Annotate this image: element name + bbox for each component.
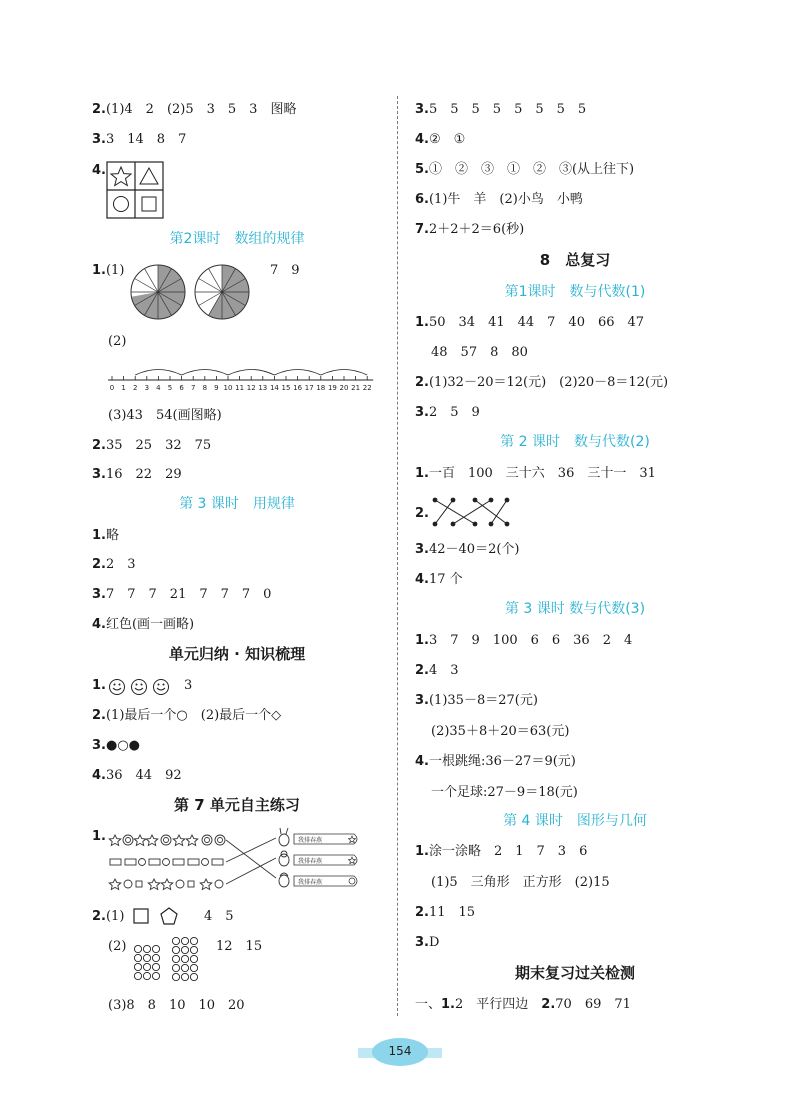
number-line-tick-label: 0: [109, 384, 115, 392]
unit-summary-heading: 单元归纳 · 知识梳理: [168, 645, 306, 663]
answer-line: 1.涂一涂略 2 1 7 3 6: [415, 844, 588, 859]
number-line-tick-label: 2: [132, 384, 138, 392]
number-line-tick-label: 20: [339, 384, 349, 392]
answer-line: 1.略: [92, 528, 119, 543]
answer-line: 4.一根跳绳:36－27＝9(元): [415, 754, 576, 769]
shape-grid-figure: [106, 161, 164, 219]
number-line-tick-label: 18: [316, 384, 326, 392]
array-circle: [172, 964, 179, 971]
jump-arc: [321, 370, 367, 376]
array-circle: [143, 945, 150, 952]
array-circle: [152, 972, 159, 979]
answer-line: (2)35＋8＋20＝63(元): [431, 724, 570, 739]
array-circle: [134, 972, 141, 979]
square-pentagon-figure: [132, 905, 182, 927]
array-circle: [143, 972, 150, 979]
answer-line: 3.●○●: [92, 738, 141, 753]
answer-line: 2.: [415, 506, 429, 521]
array-circle: [190, 955, 197, 962]
number-line-tick-label: 17: [304, 384, 314, 392]
array-circle: [181, 964, 188, 971]
array-circle: [172, 937, 179, 944]
array-circle: [190, 973, 197, 980]
section-title: 第 3 课时 数与代数(3): [504, 601, 646, 617]
answer-line: 3.D: [415, 935, 440, 950]
section-title: 第 3 课时 用规律: [179, 496, 295, 512]
answer-line: 2.(1): [92, 909, 125, 924]
answer-line: 4.17 个: [415, 572, 463, 587]
tag-label: 我排春燕: [298, 879, 323, 886]
answer-line: 1.(1): [92, 263, 125, 278]
section-title: 第1课时 数与代数(1): [504, 284, 646, 300]
number-line-tick-label: 1: [121, 384, 126, 392]
answer-line: (3)8 8 10 10 20: [108, 998, 245, 1013]
answer-values: 7 9: [270, 263, 300, 278]
answer-line: 1.一百 100 三十六 36 三十一 31: [415, 466, 656, 481]
section-title: 第 2 课时 数与代数(2): [500, 434, 650, 450]
array-circle: [190, 964, 197, 971]
array-circle: [143, 954, 150, 961]
answer-line: 2.11 15: [415, 905, 476, 920]
smiley-faces-figure: [108, 677, 174, 697]
answer-line: 5.① ② ③ ① ② ③(从上往下): [415, 162, 635, 177]
final-review-heading: 期末复习过关检测: [514, 964, 635, 982]
number-line-tick-label: 3: [144, 384, 150, 392]
tag-label: 我排春燕: [298, 837, 323, 844]
jump-arc: [274, 370, 320, 376]
array-circle: [172, 973, 179, 980]
answer-line: 3.7 7 7 21 7 7 7 0: [92, 587, 272, 602]
answer-line: 1.: [92, 678, 106, 693]
array-circle: [134, 945, 141, 952]
answer-line: 2.4 3: [415, 663, 459, 678]
number-line-tick-label: 22: [362, 384, 372, 392]
answer-line: 3.2 5 9: [415, 405, 480, 420]
number-line-tick-label: 14: [269, 384, 279, 392]
array-circle: [190, 937, 197, 944]
number-line-tick-label: 13: [258, 384, 268, 392]
array-circle: [152, 963, 159, 970]
matching-lines-figure: [429, 494, 515, 530]
answer-line: (2): [108, 334, 127, 349]
answer-line: (2): [108, 939, 127, 954]
chapter-heading: 8 总复习: [539, 251, 611, 269]
number-line-tick-label: 11: [235, 384, 245, 392]
section-title: 第 4 课时 图形与几何: [503, 813, 647, 829]
number-line-tick-label: 9: [214, 384, 219, 392]
number-line-tick-label: 16: [293, 384, 303, 392]
answer-line: 3.5 5 5 5 5 5 5 5: [415, 102, 587, 117]
answer-line: 一、1.2 平行四边 2.70 69 71: [415, 997, 631, 1012]
number-line-tick-label: 7: [190, 384, 196, 392]
answer-line: 1.: [92, 829, 106, 844]
number-line-tick-label: 19: [327, 384, 337, 392]
answer-line: 4.红色(画一画略): [92, 617, 195, 632]
number-line-tick-label: 6: [179, 384, 184, 392]
answer-line: 一个足球:27－9＝18(元): [431, 785, 578, 800]
answer-values: 3: [184, 678, 193, 693]
number-line-tick-label: 21: [351, 384, 361, 392]
answer-line: 6.(1)牛 羊 (2)小鸟 小鸭: [415, 192, 583, 207]
page-number-badge: [358, 1034, 442, 1068]
array-circle: [190, 946, 197, 953]
answer-line: 48 57 8 80: [431, 345, 528, 360]
answer-line: 1.50 34 41 44 7 40 66 47: [415, 315, 645, 330]
array-circle: [181, 973, 188, 980]
array-circle: [143, 963, 150, 970]
array-circle: [181, 946, 188, 953]
answer-line: 3.3 14 8 7: [92, 132, 187, 147]
jump-arc: [228, 370, 274, 376]
page-number: 154: [388, 1044, 412, 1058]
answer-line: 3.16 22 29: [92, 467, 182, 482]
answer-line: (3)43 54(画图略): [108, 408, 222, 423]
tag-label: 我排春燕: [298, 858, 323, 865]
number-line-figure: [106, 360, 376, 396]
pie-circles-figure: [130, 262, 250, 322]
answer-line: 4.② ①: [415, 132, 466, 147]
answer-line: 1.3 7 9 100 6 6 36 2 4: [415, 633, 633, 648]
array-circle: [172, 946, 179, 953]
answer-line: 2.(1)4 2 (2)5 3 5 3 图略: [92, 102, 297, 117]
number-line-tick-label: 10: [223, 384, 233, 392]
number-line-tick-label: 4: [156, 384, 161, 392]
answer-values: 12 15: [216, 939, 263, 954]
answer-line: 2.35 25 32 75: [92, 438, 212, 453]
array-circle: [152, 954, 159, 961]
answer-line: 4.: [92, 163, 106, 178]
answer-line: 3.42－40＝2(个): [415, 542, 520, 557]
array-circle: [181, 955, 188, 962]
pattern-matching-figure: [108, 826, 370, 896]
answer-line: 2.(1)32－20＝12(元) (2)20－8＝12(元): [415, 375, 669, 390]
section-title: 第2课时 数组的规律: [169, 231, 305, 247]
answer-line: 7.2＋2＋2＝6(秒): [415, 222, 525, 237]
column-divider: [397, 96, 398, 1016]
answer-line: 2.(1)最后一个○ (2)最后一个◇: [92, 708, 282, 723]
number-line-tick-label: 8: [202, 384, 208, 392]
array-circle: [172, 955, 179, 962]
answer-line: 3.(1)35－8＝27(元): [415, 693, 538, 708]
array-circle: [134, 963, 141, 970]
jump-arc: [135, 370, 181, 376]
array-circle: [134, 954, 141, 961]
array-circle: [181, 937, 188, 944]
unit7-heading: 第 7 单元自主练习: [174, 796, 300, 814]
answer-line: 4.36 44 92: [92, 768, 182, 783]
number-line-tick-label: 5: [167, 384, 173, 392]
answer-line: (1)5 三角形 正方形 (2)15: [431, 875, 610, 890]
number-line-tick-label: 12: [246, 384, 256, 392]
array-circle: [152, 945, 159, 952]
answer-line: 2.2 3: [92, 557, 136, 572]
jump-arc: [182, 370, 228, 376]
answer-values: 4 5: [204, 909, 234, 924]
number-line-tick-label: 15: [281, 384, 291, 392]
